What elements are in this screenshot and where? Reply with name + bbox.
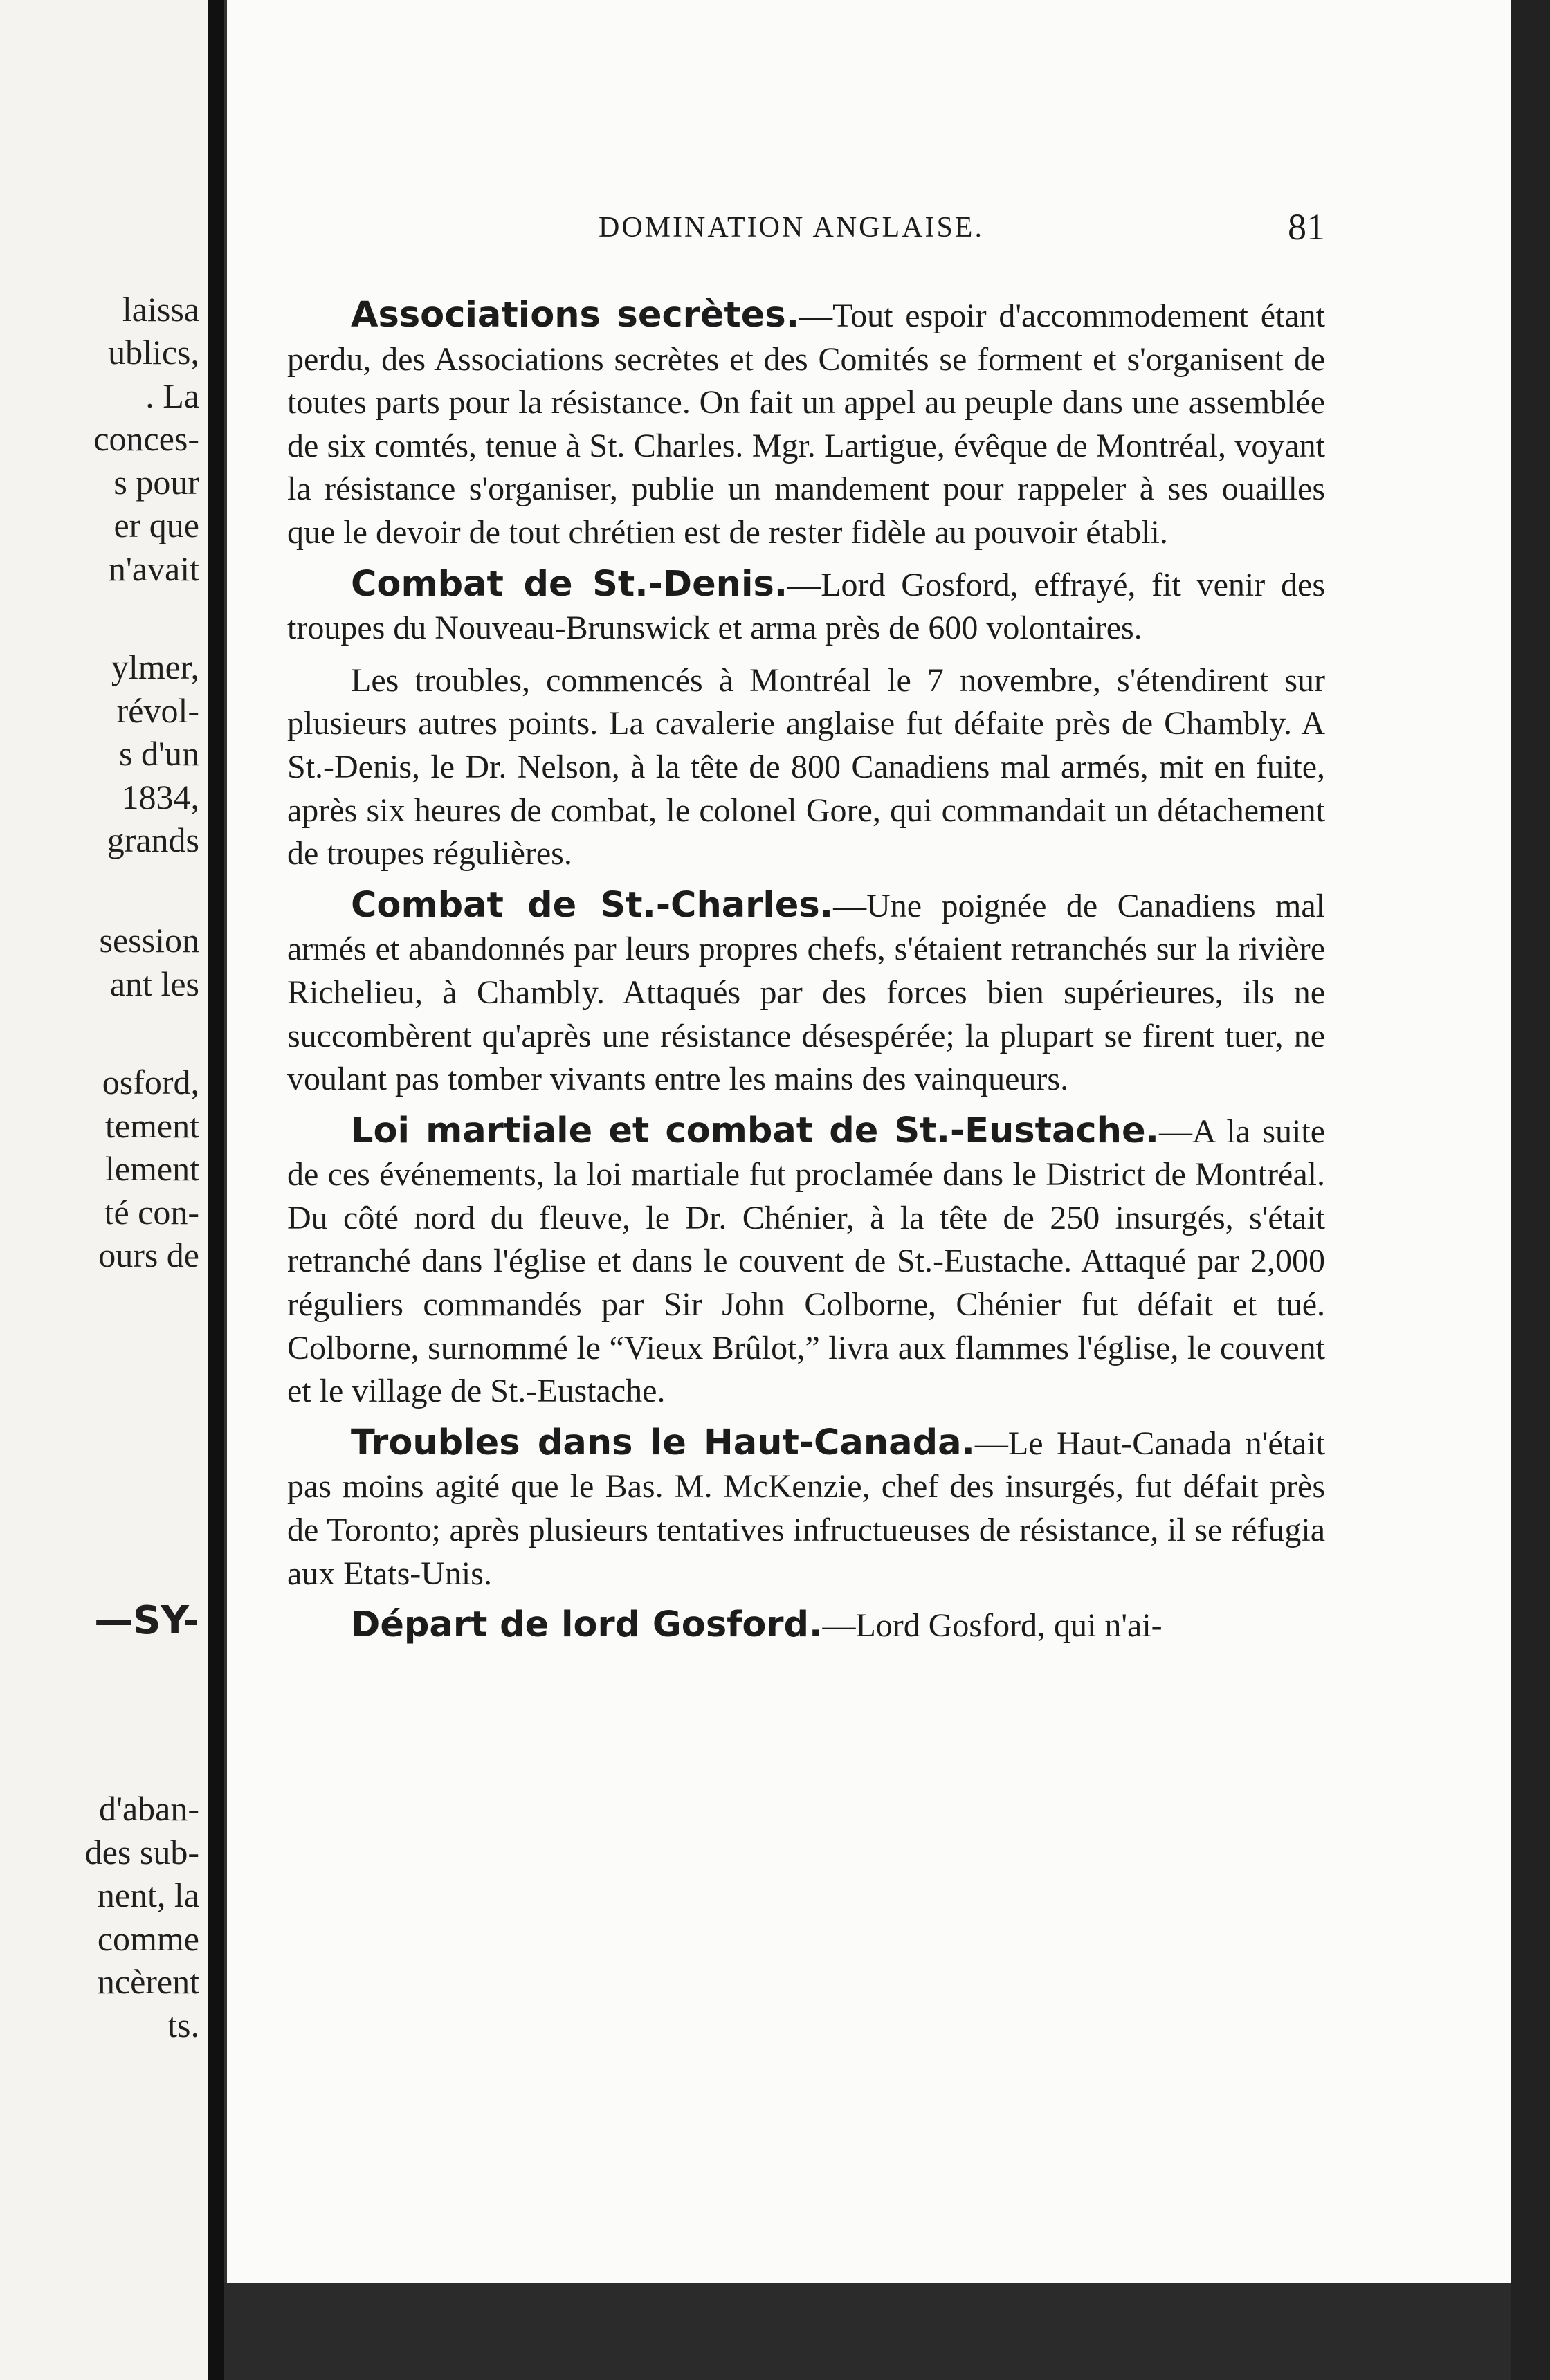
book-gutter	[208, 0, 224, 2380]
previous-page-line: ts.	[167, 2006, 199, 2044]
previous-page-line: conces-	[93, 419, 199, 458]
section-heading: Associations secrètes.	[351, 295, 800, 336]
page-number: 81	[1288, 206, 1325, 248]
paragraph-text: —Lord Gosford, effrayé, fit venir des troupes du Nouveau-Brunswick et arma près de 600 volontaires.	[287, 566, 1325, 647]
previous-page-line: révol-	[116, 691, 199, 730]
previous-page-line: s pour	[113, 463, 199, 502]
section-heading: Loi martiale et combat de St.-Eustache.	[351, 1110, 1159, 1151]
body-text	[287, 294, 1325, 1656]
previous-page-line: lement	[104, 1149, 199, 1188]
previous-page-line: nent, la	[97, 1876, 199, 1914]
previous-page-line: ncèrent	[97, 1962, 199, 2001]
paragraph-text: —Lord Gosford, qui n'ai-	[822, 1607, 1162, 1645]
paragraph	[287, 659, 1325, 876]
section-heading: Départ de lord Gosford.	[351, 1604, 823, 1646]
previous-page-line: session	[99, 921, 199, 960]
paragraph-text: Les troubles, commencés à Montréal le 7 novembre, s'étendirent sur plusieurs autres points. La cavalerie anglaise fut défaite près de Chambly. A St.-Denis, le Dr. Nelson, à la tête de 800 Canadiens mal armés, mit en fuite, après six heures de combat, le colonel Gore, qui commandait un détachement de troupes régulières.	[287, 661, 1325, 872]
paragraph	[287, 1422, 1325, 1595]
running-title: DOMINATION ANGLAISE.	[599, 212, 984, 244]
previous-page-line: —SY-	[94, 1598, 199, 1643]
paragraph	[287, 563, 1325, 650]
previous-page-line: 1834,	[121, 778, 199, 816]
section-heading: Troubles dans le Haut-Canada.	[351, 1422, 975, 1463]
previous-page-line: er que	[113, 506, 199, 544]
paragraph-text: —Tout espoir d'accommodement étant perdu, des Associations secrètes et des Comités se forment et s'organisent de toutes parts pour la résistance. On fait un appel au peuple dans une assemblée de six comtés, tenue à St. Charles. Mgr. Lartigue, évêque de Montréal, voyant la résistance s'organiser, publie un mandement pour rappeler à ses ouailles que le devoir de tout chrétien est de rester fidèle au pouvoir établi.	[287, 298, 1325, 551]
paragraph	[287, 884, 1325, 1101]
previous-page-line: ant les	[109, 964, 199, 1003]
previous-page	[0, 0, 208, 2380]
page-right-edge	[1511, 0, 1550, 2380]
paragraph-text: —Le Haut-Canada n'était pas moins agité que le Bas. M. McKenzie, chef des insurgés, fut défait près de Toronto; après plusieurs tentatives infructueuses de résistance, il se réfugia aux Etats-Unis.	[287, 1425, 1325, 1592]
paragraph-text: —A la suite de ces événements, la loi martiale fut proclamée dans le District de Montréal. Du côté nord du fleuve, le Dr. Chénier, à la tête de 250 insurgés, s'était retranché dans l'église et dans le couvent de St.-Eustache. Attaqué par 2,000 réguliers commandés par Sir John Colborne, Chénier fut défait et tué. Colborne, surnommé le “Vieux Brûlot,” livra aux flammes l'église, le couvent et le village de St.-Eustache.	[287, 1113, 1326, 1410]
previous-page-line: té con-	[104, 1193, 199, 1232]
previous-page-line: des sub-	[84, 1833, 199, 1871]
previous-page-line: d'aban-	[98, 1789, 199, 1828]
paragraph	[287, 1110, 1325, 1413]
previous-page-line: ours de	[98, 1236, 199, 1274]
previous-page-line: tement	[104, 1106, 199, 1145]
paragraph-text: —Une poignée de Canadiens mal armés et abandonnés par leurs propres chefs, s'étaient retranchés sur la rivière Richelieu, à Chambly. Attaqués par des forces bien supérieures, ils ne succombèrent qu'après une résistance désespérée; la plupart se firent tuer, ne voulant pas tomber vivants entre les mains des vainqueurs.	[287, 887, 1325, 1098]
page-bottom-edge	[224, 2283, 1511, 2380]
previous-page-line: osford,	[102, 1063, 199, 1101]
previous-page-line: laissa	[122, 290, 199, 329]
section-heading: Combat de St.-Charles.	[351, 884, 834, 926]
previous-page-line: s d'un	[119, 734, 199, 773]
previous-page-line: comme	[97, 1919, 199, 1958]
paragraph	[287, 294, 1325, 555]
previous-page-line: n'avait	[108, 549, 199, 588]
previous-page-line: grands	[107, 821, 199, 859]
previous-page-line: ylmer,	[111, 648, 199, 686]
previous-page-line: ublics,	[108, 333, 199, 372]
section-heading: Combat de St.-Denis.	[351, 563, 788, 605]
paragraph	[287, 1604, 1325, 1648]
previous-page-line: . La	[145, 376, 199, 415]
